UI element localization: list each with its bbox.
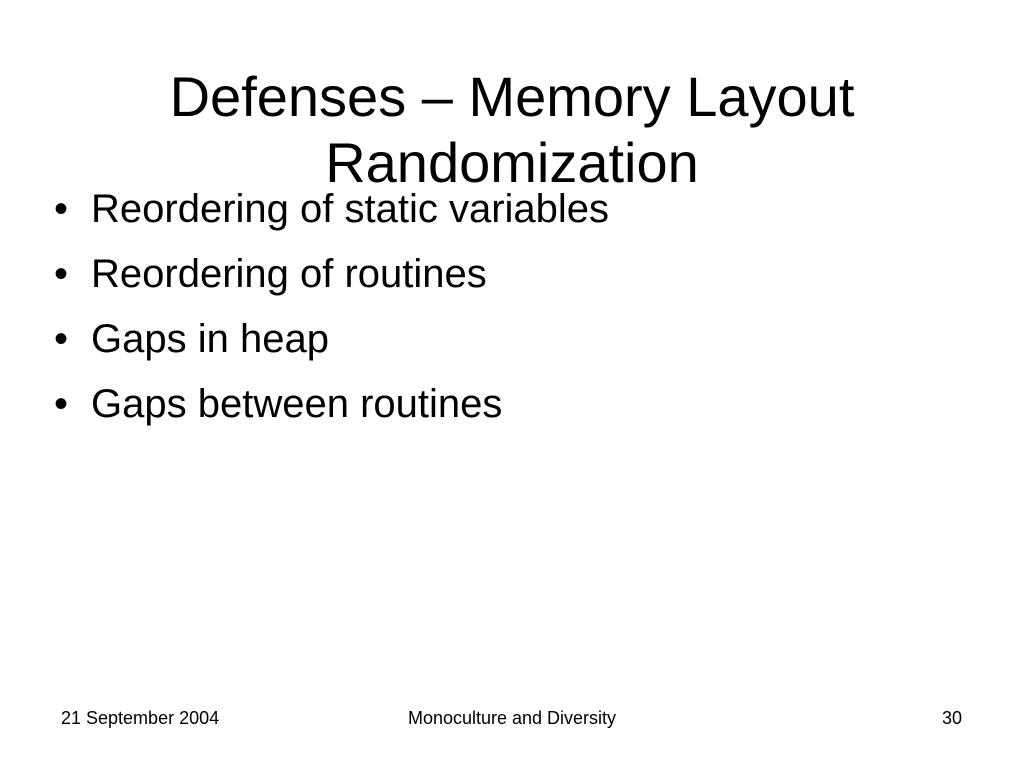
- bullet-text: Gaps in heap: [91, 317, 329, 361]
- slide-title-line-1: Defenses – Memory Layout: [169, 64, 855, 128]
- footer-date: 21 September 2004: [61, 708, 220, 728]
- bullet-icon: •: [54, 252, 69, 296]
- bullet-item-heap-gaps: [54, 310, 974, 375]
- slide-title-line-2: Randomization: [325, 130, 699, 194]
- bullet-item-routine-gaps: [54, 375, 974, 440]
- bullet-list: [54, 180, 974, 440]
- bullet-item-routines: [54, 245, 974, 310]
- bullet-icon: •: [54, 317, 69, 361]
- bullet-text: Reordering of routines: [91, 252, 487, 296]
- slide-title: [60, 64, 964, 196]
- bullet-text: Gaps between routines: [91, 382, 503, 426]
- bullet-icon: •: [54, 187, 69, 231]
- footer-title: Monoculture and Diversity: [407, 708, 617, 728]
- footer-page-number: 30: [941, 708, 962, 728]
- bullet-text: Reordering of static variables: [91, 187, 610, 231]
- bullet-item-static-variables: [54, 180, 974, 245]
- bullet-icon: •: [54, 382, 69, 426]
